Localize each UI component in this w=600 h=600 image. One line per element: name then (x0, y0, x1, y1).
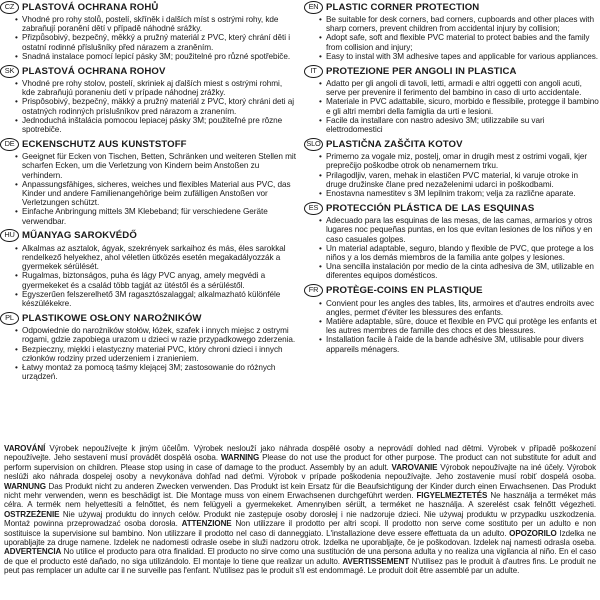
warning-text: Das Produkt nicht zu anderen Zwecken verwenden. Das Produkt ist kein Ersatz für die Beaufsichtigung der Kinder durch einen Erwachsenen. Das Produkt nicht mehr verwenden, wenn es beschädigt ist. Die Montage muss von einem Erwachsenen durchgeführt werden. (4, 481, 597, 501)
language-code-badge: IT (304, 65, 323, 78)
bullet-list (304, 79, 600, 134)
language-section-es (304, 201, 600, 280)
section-title: PROTÈGE-COINS EN PLASTIQUE (326, 285, 483, 297)
language-code-badge: EN (304, 1, 323, 14)
section-title: PROTEZIONE PER ANGOLI IN PLASTICA (326, 65, 517, 77)
section-heading (304, 64, 600, 78)
language-section-it (304, 64, 600, 134)
bullet-item: • Bezpieczny, miękki i elastyczny materiał PVC, który chroni dzieci i innych członków rodziny przed uderzeniem i zranieniem. (15, 345, 296, 363)
warning-paragraph (4, 444, 596, 576)
warning-label: ADVERTENCIA (4, 547, 62, 557)
bullet-item: • Přizpůsobivý, bezpečný, měkký a pružný materiál z PVC, který chrání děti i ostatní rodinné příslušníky před nárazem a zraněním. (15, 33, 296, 51)
bullet-item: • Vhodné pre rohy stolov, postelí, skriniek aj ďalších miest s ostrými rohmi, kde zabraňujú poraneniu detí v prípade náhodnej zrážky. (15, 79, 296, 97)
warning-text: Please do not use the product for other purpose. The product can not substitute for adult and perform supervision on children. Please stop using in case of damage to the product. Assembly by an adult. (4, 453, 597, 472)
bullet-item: • Materiale in PVC adattabile, sicuro, morbido e flessibile, protegge il bambino e gli altri membri della famiglia da urti e lesioni. (319, 97, 600, 115)
warning-text: Výrobek nepoužívejte k jiným účelům. Výrobek neslouží jako náhrada dospělé osoby a neprovádí dohled nad dětmi. Výrobek v případě poškození nepoužívejte. Jeho sestavení musí provádět dospělá osoba. (4, 444, 596, 463)
warning-label: VAROVÁNÍ (4, 444, 46, 453)
language-section-sk (0, 64, 296, 134)
bullet-item: • Enostavna namestitev s 3M lepilnim trakom; velja za različne aparate. (319, 189, 600, 198)
bullet-item: • Installation facile à l'aide de la bande adhésive 3M, utilisable pour divers appareils ménagers. (319, 335, 600, 353)
section-heading (0, 229, 296, 243)
section-heading (0, 311, 296, 325)
section-title: PLASTIC CORNER PROTECTION (326, 1, 480, 13)
bullet-item: • Prilagodljiv, varen, mehak in elastičen PVC material, ki varuje otroke in druge družinske člane pred nezaželenimi udarci in poškodbami. (319, 171, 600, 189)
warning-label: WARNING (220, 453, 260, 463)
bullet-item: • Be suitable for desk corners, bad corners, cupboards and other places with sharp corners, prevent children from accidental injury by collision; (319, 15, 600, 33)
section-title: ECKENSCHUTZ AUS KUNSTSTOFF (22, 138, 187, 150)
language-code-badge: SK (0, 65, 19, 78)
bullet-list (0, 152, 296, 226)
right-column (304, 0, 600, 357)
bullet-item: • Easy to instal with 3M adhesive tapes and applicable for various appliances. (319, 52, 600, 61)
language-code-badge: ES (304, 202, 323, 215)
bullet-item: • Einfache Anbringung mittels 3M Klebeband; für verschiedene Geräte verwendbar. (15, 207, 296, 225)
language-section-hu (0, 229, 296, 308)
bullet-item: • Alkalmas az asztalok, ágyak, szekrények sarkaihoz és más, éles sarokkal rendelkező helyekhez, ahol véletlen ütközés esetén megakadályozzák a gyermekek sérülését. (15, 244, 296, 272)
section-heading (0, 0, 296, 14)
warning-label: ATTENZIONE (181, 519, 232, 529)
language-section-slo (304, 137, 600, 198)
language-section-en (304, 0, 600, 61)
warning-label: WARNUNG (4, 481, 46, 491)
section-title: PLASTIKOWE OSŁONY NAROŻNIKÓW (22, 312, 202, 324)
bullet-item: • Egyszerűen felszerelhető 3M ragasztószalaggal; alkalmazható különféle készülékekre. (15, 290, 296, 308)
bullet-item: • Snadná instalace pomocí lepicí pásky 3M; použitelné pro různé spotřebiče. (15, 52, 296, 61)
bullet-item: • Primerno za vogale miz, postelj, omar in drugih mest z ostrimi vogali, kjer preprečijo poškodbe otrok ob nenamernem trku. (319, 152, 600, 170)
language-code-badge: HU (0, 229, 19, 242)
language-code-badge: CZ (0, 1, 19, 14)
bullet-item: • Prispôsobivý, bezpečný, mäkký a pružný materiál z PVC, ktorý chráni deti aj ostatných rodinných príslušníkov pred nárazom a zranením. (15, 97, 296, 115)
language-code-badge: FR (304, 284, 323, 297)
bullet-item: • Convient pour les angles des tables, lits, armoires et d'autres endroits avec angles, permet d'éviter les blessures des enfants. (319, 299, 600, 317)
warning-text: Výrobok nepoužívajte na iné účely. Výrobok neslúži ako náhrada dospelej osoby a nevykonáva dohľad nad deťmi. Výrobok v prípade poškodenia nepoužívajte. Jeho zostavenie musí robiť dospelá osoba. (4, 462, 597, 482)
warning-text: Non utilizzare il prodotto per altri scopi. Il prodotto non serve come sostituto per un adulto e non sostituisce la supervisione sul bambino. Non utilizzare il prodotto nel caso di danneggiato. L'installazione deve essere effettuata da un adulto. (4, 519, 597, 538)
bullet-item: • Adopt safe, soft and flexible PVC material to protect babies and the family from collision and injury; (319, 33, 600, 51)
warning-text: No utilice el producto para otra finalidad. El producto no sirve como una sustitución de una persona adulta y no realiza una vigilancia al niño. En el caso de que el producto esté dañado, no siga utilizándolo. El montaje lo tiene que realizar un adulto. (4, 547, 596, 566)
section-heading (0, 64, 296, 78)
bullet-item: • Adatto per gli angoli di tavoli, letti, armadi e altri oggetti con angoli acuti, serve per prevenire il ferimento del bambino in caso di urto accidentale. (319, 79, 600, 97)
bullet-item: • Geeignet für Ecken von Tischen, Betten, Schränken und weiteren Stellen mit scharfen Ecken, um die Verletzung von Kindern beim Anstoßen zu verhindern. (15, 152, 296, 180)
warning-label: FIGYELMEZTETÉS (416, 491, 488, 501)
bullet-list (304, 15, 600, 61)
section-heading (0, 137, 296, 151)
section-title: PLASTOVÁ OCHRANA ROHOV (22, 65, 166, 77)
warning-label: VAROVANIE (391, 462, 438, 472)
warning-label: AVERTISSEMENT (342, 556, 410, 566)
section-title: PROTECCIÓN PLÁSTICA DE LAS ESQUINAS (326, 202, 535, 214)
bullet-item: • Łatwy montaż za pomocą taśmy klejącej 3M; zastosowanie do różnych urządzeń. (15, 363, 296, 381)
warning-label: OSTRZEŻENIE (4, 509, 60, 519)
warning-label: OPOZORILO (509, 528, 557, 538)
bullet-item: • Una sencilla instalación por medio de la cinta adhesiva de 3M, utilizable en diferentes equipos domésticos. (319, 262, 600, 280)
language-code-badge: PL (0, 312, 19, 325)
language-section-de (0, 137, 296, 226)
warning-text: Izdelka ne uporabljajte za druge namene. Izdelek ne nadomesti odrasle osebe in služi nadzoru otrok. Izdelka ne uporabljajte, če je poškodovan. Izdelek naj namesti odrasla oseba. (4, 528, 597, 548)
language-section-cz (0, 0, 296, 61)
language-section-pl (0, 311, 296, 381)
warning-text: Nie używaj produktu do innych celów. Produkt nie zastępuje osoby dorosłej i nie nadzoruje dzieci. Nie używaj produktu w przypadku uszkodzenia. Montaż powinna przeprowadzać osoba dorosła. (4, 509, 597, 529)
bullet-item: • Matière adaptable, sûre, douce et flexible en PVC qui protège les enfants et les autres membres de famille des chocs et des blessures. (319, 317, 600, 335)
section-heading (304, 201, 600, 215)
bullet-item: • Vhodné pro rohy stolů, postelí, skříněk i dalších míst s ostrými rohy, kde zabraňují poranění dětí v případě náhodné srážky. (15, 15, 296, 33)
bullet-list (304, 299, 600, 354)
bullet-item: • Anpassungsfähiges, sicheres, weiches und flexibles Material aus PVC, das Kinder und andere Familienangehörige beim zufälligen Anstoßen vor Verletzungen schützt. (15, 180, 296, 208)
warning-text: Ne használja a terméket más célra. A termék nem helyettesíti a felnőttet, és nem felügyeli a gyermekeket. Amennyiben sérült, a terméket ne használja. A szerelést csak felnőtt végezheti. (4, 491, 597, 510)
bullet-item: • Facile da installare con nastro adesivo 3M; utilizzabile su vari elettrodomestici (319, 116, 600, 134)
language-section-fr (304, 284, 600, 354)
bullet-list (0, 79, 296, 134)
bullet-list (304, 152, 600, 198)
bullet-list (0, 326, 296, 381)
bullet-item: • Un material adaptable, seguro, blando y flexible de PVC, que protege a los niños y a los demás miembros de la familia ante golpes y lesiones. (319, 244, 600, 262)
section-heading (304, 0, 600, 14)
section-title: MŰANYAG SAROKVÉDŐ (22, 230, 137, 242)
bullet-list (0, 244, 296, 308)
bullet-item: • Rugalmas, biztonságos, puha és lágy PVC anyag, amely megvédi a gyermekeket és a család több tagját az ütéstől és a sérüléstől. (15, 271, 296, 289)
bullet-item: • Jednoduchá inštalácia pomocou lepiacej pásky 3M; použiteľné pre rôzne spotrebiče. (15, 116, 296, 134)
bullet-list (0, 15, 296, 61)
section-heading (304, 284, 600, 298)
language-code-badge: SLO (304, 138, 323, 151)
left-column (0, 0, 296, 385)
bullet-item: • Odpowiednie do narożników stołów, łóżek, szafek i innych miejsc z ostrymi rogami, gdzie zapobiega urazom u dzieci w razie przypadkowego zderzenia. (15, 326, 296, 344)
bullet-list (304, 216, 600, 280)
section-title: PLASTIČNA ZAŠČITA KOTOV (326, 138, 463, 150)
language-code-badge: DE (0, 138, 19, 151)
bullet-item: • Adecuado para las esquinas de las mesas, de las camas, armarios y otros lugares noc pequeñas puntas, en los que evitan lesiones de los niños y en caso casuales golpes. (319, 216, 600, 244)
warning-text: N'utilisez pas le produit à d'autres fins. Le produit ne peut pas remplacer un adulte car il ne surveille pas l'enfant. N'utilisez pas le produit s'il est endommagé. Le produit doit être assemblé par un adulte. (4, 556, 597, 576)
section-heading (304, 137, 600, 151)
section-title: PLASTOVÁ OCHRANA ROHŮ (22, 1, 159, 13)
